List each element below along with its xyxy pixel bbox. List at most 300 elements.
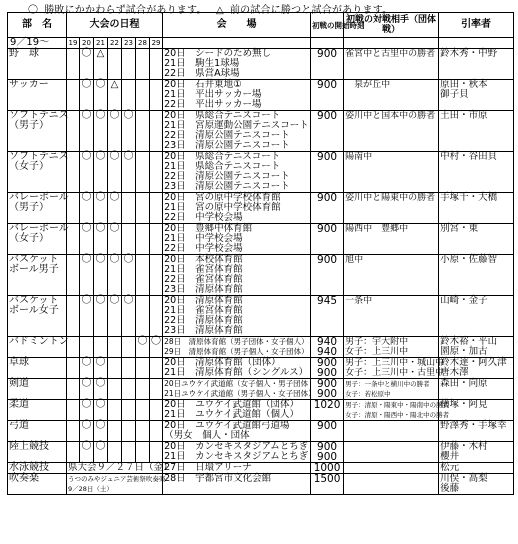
schedule-mark: [108, 337, 122, 358]
venue: [163, 421, 311, 442]
sport-name: [8, 152, 67, 193]
opponent-line: 女子：上三川中・古里中: [345, 368, 445, 378]
day-21: 21: [94, 38, 108, 49]
referee-line: 手塚千・大橋: [440, 192, 498, 203]
venue-line: 21日ユウケイ武道館（男子個人・女子団体）: [164, 389, 316, 398]
table-row: [8, 474, 514, 495]
venue-line: 21日 ユウケイ武道館（個人）: [164, 409, 299, 420]
schedule-note-text: 県大会９／２７日（金）: [68, 462, 173, 473]
referee: [439, 421, 514, 442]
schedule-mark: 〇: [108, 255, 122, 296]
schedule-mark: 〇: [108, 111, 122, 152]
table-row: [8, 296, 514, 337]
header-schedule: 大会の日程: [67, 13, 163, 38]
schedule-note: [67, 462, 173, 474]
schedule-mark: [136, 421, 150, 442]
sport-name: [8, 474, 67, 495]
venue: [163, 296, 311, 337]
opponent: [344, 442, 439, 463]
opponent-line: 姿川中と陽東中の勝者: [345, 193, 436, 203]
venue-line: 22日 平出サッカー場: [164, 99, 262, 110]
start-time: [311, 337, 344, 358]
sport-name-line: 陸上競技: [9, 441, 49, 452]
schedule-mark: 〇: [108, 224, 122, 255]
schedule-mark: [67, 400, 80, 421]
opponent-line: 泉が丘中: [345, 80, 391, 90]
triangle-symbol: △: [216, 5, 224, 16]
sport-name: [8, 224, 67, 255]
start-time-value: 900: [317, 378, 338, 390]
schedule-mark: [108, 442, 122, 463]
venue-line: 20日 カンセキスタジアムとちぎ: [164, 441, 309, 452]
venue: [163, 49, 311, 80]
sport-name-line: （女子）: [9, 161, 49, 172]
referee-line: 原田・秋本: [440, 79, 488, 90]
sport-name-line: バドミントン: [9, 336, 69, 347]
venue-line: 20日 県総合テニスコート: [164, 110, 281, 121]
schedule-mark: [136, 255, 150, 296]
start-time-value: 900: [317, 451, 338, 463]
schedule-mark: 〇: [122, 152, 136, 193]
day-22: 22: [108, 38, 122, 49]
start-time-value: 1000: [313, 462, 341, 474]
sport-name-line: ソフトテニス: [9, 110, 69, 121]
start-time-value: 900: [317, 254, 338, 266]
venue: [163, 80, 311, 111]
schedule-mark: [150, 442, 163, 463]
schedule-mark: [67, 296, 80, 337]
schedule-mark: [94, 337, 108, 358]
table-row: [8, 337, 514, 358]
schedule-mark: [67, 379, 80, 400]
schedule-mark: 〇: [150, 337, 163, 358]
sport-name-line: 水泳競技: [9, 462, 49, 473]
schedule-mark: [150, 421, 163, 442]
table-row: [8, 224, 514, 255]
referee: [439, 224, 514, 255]
referee-line: 野澤秀・手塚幸: [440, 420, 507, 431]
opponent: [344, 379, 439, 400]
sport-name-line: 柔道: [9, 399, 29, 410]
referee: [439, 193, 514, 224]
start-time-value: 900: [317, 441, 338, 453]
referee-line: 鈴木裕・平山: [440, 336, 498, 347]
sport-name-line: 吹奏楽: [9, 473, 39, 484]
venue-line: 22日 中学校会場: [164, 212, 243, 223]
start-time-value: 1500: [313, 473, 341, 485]
schedule-mark: 〇: [94, 400, 108, 421]
venue-line: 20日 石井東地①: [164, 79, 242, 90]
schedule-body: [8, 49, 514, 495]
opponent: [344, 296, 439, 337]
venue: [163, 400, 311, 421]
opponent: [344, 400, 450, 421]
referee: [439, 474, 514, 495]
schedule-mark: [67, 442, 80, 463]
venue: [163, 255, 311, 296]
schedule-mark: 〇: [136, 337, 150, 358]
referee-line: 櫻井: [440, 451, 460, 462]
venue: [163, 474, 311, 495]
schedule-mark: [67, 358, 80, 379]
table-row: [8, 421, 514, 442]
referee-line: 川俣・高梨: [440, 473, 488, 484]
table-row: [8, 400, 514, 421]
start-time-value: 940: [317, 336, 338, 348]
venue-line: 21日 雀宮体育館: [164, 305, 243, 316]
referee-line: 別宮・東: [440, 223, 479, 234]
start-time-value: 900: [317, 48, 338, 60]
venue-line: 20日 県総合テニスコート: [164, 151, 281, 162]
venue-line: 21日 駒生1球場: [164, 58, 240, 69]
schedule-mark: 〇: [94, 379, 108, 400]
schedule-mark: 〇: [122, 296, 136, 337]
start-time-value: 900: [317, 79, 338, 91]
schedule-mark: [122, 421, 136, 442]
schedule-table: [7, 12, 514, 495]
venue-line: 23日 清原公園テニスコート: [164, 140, 290, 151]
sport-name: [8, 463, 67, 474]
venue-line: 21日 カンセキスタジアムとちぎ: [164, 451, 309, 462]
opponent-line: 男子：一条中と横川中の勝者: [345, 380, 430, 388]
table-row: [8, 255, 514, 296]
sport-name: [8, 442, 67, 463]
referee: [439, 358, 514, 379]
referee-line: 唐木澤: [440, 367, 469, 378]
schedule-mark: [136, 111, 150, 152]
venue-line: 21日 中学校会場: [164, 233, 243, 244]
referee: [439, 463, 514, 474]
start-time-value: 1020: [313, 399, 341, 411]
venue-line: 23日 清原体育館: [164, 325, 243, 336]
start-time-value: 945: [317, 295, 338, 307]
schedule-mark: 〇: [94, 111, 108, 152]
referee-line: 土田・市原: [440, 110, 488, 121]
schedule-mark: [136, 224, 150, 255]
schedule-mark: [108, 49, 122, 80]
opponent-line: 女子：上三川中: [345, 347, 409, 357]
schedule-mark: [80, 337, 94, 358]
venue-line: 20日 シードのため無し: [164, 48, 272, 59]
venue-line: 23日 清原公園テニスコート: [164, 181, 290, 192]
venue-line: 22日 県営A球場: [164, 68, 240, 79]
venue-line: 22日 清原体育館: [164, 315, 243, 326]
venue-line: 21日 宮の原中学校体育館: [164, 202, 281, 213]
schedule-mark: 〇: [80, 358, 94, 379]
venue-line: 27日 日環アリーナ: [164, 462, 252, 473]
sport-name: [8, 193, 67, 224]
schedule-mark: 〇: [80, 80, 94, 111]
opponent: [344, 358, 445, 379]
schedule-mark: [136, 400, 150, 421]
table-row: [8, 379, 514, 400]
sport-name: [8, 337, 67, 358]
venue-line: 20日ユウケイ武道館（女子個人・男子団体: [164, 379, 309, 388]
schedule-mark: [122, 193, 136, 224]
opponent-line: 一条中: [345, 296, 373, 306]
venue: [163, 379, 316, 400]
referee-line: 伊藤・木村: [440, 441, 488, 452]
opponent: [344, 337, 439, 358]
schedule-mark: 〇: [80, 442, 94, 463]
sport-name-line: （男子）: [9, 120, 49, 131]
day-20: 20: [80, 38, 94, 49]
start-time-value: 900: [317, 420, 338, 432]
schedule-mark: 〇: [80, 421, 94, 442]
start-time: [311, 474, 344, 495]
referee-line: 鈴木達・阿久津: [440, 357, 507, 368]
sport-name-line: ボール女子: [9, 305, 59, 316]
table-row: [8, 111, 514, 152]
schedule-mark: 〇: [80, 152, 94, 193]
sport-name-line: ソフトテニス: [9, 151, 69, 162]
venue-line: 23日 清原体育館: [164, 284, 243, 295]
venue-line: 20日 清原体育館: [164, 295, 243, 306]
venue-line: 21日 清原体育館（シングルス）: [164, 367, 309, 378]
header-venue: 会 場: [163, 13, 311, 38]
venue-line: 20日 清原体育館（団体）: [164, 357, 281, 368]
table-row: [8, 49, 514, 80]
schedule-mark: 〇: [108, 296, 122, 337]
schedule-mark: [136, 379, 150, 400]
sport-name-line: （男子）: [9, 202, 49, 213]
start-time-value: 900: [317, 151, 338, 163]
schedule-mark: [136, 80, 150, 111]
start-time: [311, 400, 344, 421]
opponent-line: 姿川中と国本中の勝者: [345, 111, 436, 121]
sport-name-line: サッカー: [9, 79, 49, 90]
sport-name-line: ボール男子: [9, 264, 59, 275]
start-time: [311, 80, 344, 111]
sport-name: [8, 400, 67, 421]
referee-line: 御子貝: [440, 89, 469, 100]
opponent-line: 陽西中 豊郷中: [345, 224, 409, 234]
opponent: [344, 255, 439, 296]
sport-name-line: バレーボール: [9, 192, 69, 203]
venue-line: 22日 中学校会場: [164, 243, 243, 254]
sport-name-line: 野 球: [9, 48, 39, 59]
schedule-mark: 〇: [80, 111, 94, 152]
start-time-value: 900: [317, 110, 338, 122]
opponent: [344, 474, 439, 495]
schedule-mark: [150, 111, 163, 152]
venue-line: 22日 清原公園テニスコート: [164, 130, 290, 141]
referee-line: 横塚・阿見: [440, 399, 488, 410]
venue: [163, 463, 311, 474]
circle-symbol: 〇: [28, 5, 39, 16]
referee: [439, 49, 514, 80]
sport-name: [8, 296, 67, 337]
schedule-mark: 〇: [94, 296, 108, 337]
venue: [163, 152, 311, 193]
venue-line: 21日 宮原運動公園テニスコート: [164, 120, 309, 131]
sport-name-line: 剣道: [9, 378, 29, 389]
start-time-value: 900: [317, 223, 338, 235]
opponent-line: 男子：上三川中・城山中: [345, 358, 445, 368]
venue-line: 28日 宇都宮市文化会館: [164, 473, 272, 484]
table-row: [8, 463, 514, 474]
schedule-mark: 〇: [80, 255, 94, 296]
schedule-note-text: うつのみやジュニア芸術祭吹奏楽: [68, 475, 166, 483]
opponent-line: 男子：清原・陽東中・陽南中の勝者: [345, 401, 450, 409]
sport-name: [8, 421, 67, 442]
schedule-mark: [136, 442, 150, 463]
schedule-mark: 〇: [94, 255, 108, 296]
venue-line: 21日 平出サッカー場: [164, 89, 262, 100]
referee: [439, 337, 514, 358]
schedule-mark: [122, 358, 136, 379]
header-sport: 部 名: [8, 13, 67, 38]
sport-name: [8, 111, 67, 152]
triangle-legend-text: 前の試合に勝つと試合があります。: [229, 5, 393, 16]
schedule-mark: [122, 49, 136, 80]
schedule-mark: [150, 152, 163, 193]
venue: [163, 224, 311, 255]
day-23: 23: [122, 38, 136, 49]
venue-line: 20日 宮の原中学校体育館: [164, 192, 281, 203]
start-time-value: 900: [317, 388, 338, 400]
venue-line: 20日 ユウケイ武道館弓道場: [164, 420, 290, 431]
referee-line: 小原・佐藤智: [440, 254, 498, 265]
schedule-mark: [122, 442, 136, 463]
sport-name: [8, 255, 67, 296]
opponent: [344, 152, 439, 193]
sport-name-line: 弓道: [9, 420, 29, 431]
schedule-mark: [122, 337, 136, 358]
opponent-line: 男子：宇大附中: [345, 337, 409, 347]
opponent: [344, 224, 439, 255]
referee: [439, 80, 514, 111]
schedule-mark: 〇: [94, 421, 108, 442]
opponent-line: 雀宮中と古里中の勝者: [345, 49, 436, 59]
header-row: [8, 13, 514, 38]
opponent-line: 女子：清原・陽西中・陽北中の勝者: [345, 411, 450, 419]
referee: [439, 111, 514, 152]
schedule-mark: [122, 224, 136, 255]
start-time-value: 900: [317, 357, 338, 369]
venue: [163, 193, 311, 224]
header-opponent: 初戦の対戦相手（団体戦）: [344, 13, 439, 38]
start-time: [311, 421, 344, 442]
schedule-note-date: 9／28日（土）: [68, 485, 113, 493]
schedule-mark: [136, 296, 150, 337]
venue-line: 20日 豊郷中体育館: [164, 223, 253, 234]
day-29: 29: [150, 38, 163, 49]
schedule-mark: [150, 255, 163, 296]
schedule-mark: 〇: [108, 193, 122, 224]
schedule-mark: [67, 80, 80, 111]
schedule-mark: [122, 80, 136, 111]
venue-line: 21日 雀宮体育館: [164, 264, 243, 275]
referee: [439, 255, 514, 296]
schedule-mark: [150, 49, 163, 80]
schedule-mark: [67, 49, 80, 80]
schedule-mark: [67, 255, 80, 296]
schedule-mark: [150, 80, 163, 111]
schedule-mark: 〇: [108, 152, 122, 193]
sport-name: [8, 80, 67, 111]
schedule-mark: [108, 379, 122, 400]
schedule-mark: 〇: [80, 224, 94, 255]
schedule-mark: [122, 400, 136, 421]
start-time: [311, 442, 344, 463]
opponent: [344, 111, 439, 152]
header-start-time: 初戦の開始時刻: [311, 13, 344, 38]
start-time: [311, 463, 344, 474]
schedule-mark: 〇: [94, 193, 108, 224]
sport-name-line: バスケット: [9, 254, 59, 265]
venue-line: 22日 清原公園テニスコート: [164, 171, 290, 182]
sport-name-line: バスケット: [9, 295, 59, 306]
schedule-mark: 〇: [122, 111, 136, 152]
start-time: [311, 358, 344, 379]
schedule-mark: [136, 49, 150, 80]
schedule-mark: [150, 358, 163, 379]
schedule-mark: [136, 152, 150, 193]
schedule-mark: 〇: [94, 224, 108, 255]
schedule-mark: [150, 379, 163, 400]
schedule-mark: 〇: [94, 442, 108, 463]
referee-line: 園原・加古: [440, 346, 488, 357]
opponent: [344, 421, 439, 442]
schedule-mark: △: [108, 80, 122, 111]
schedule-mark: 〇: [122, 255, 136, 296]
sport-name-line: 卓球: [9, 357, 29, 368]
referee-line: 鈴木秀・中野: [440, 48, 498, 59]
table-row: [8, 193, 514, 224]
schedule-mark: △: [94, 49, 108, 80]
opponent: [344, 463, 439, 474]
schedule-mark: [150, 400, 163, 421]
start-time: [311, 224, 344, 255]
circle-legend-text: 勝敗にかかわらず試合があります。: [44, 5, 207, 16]
schedule-mark: [108, 421, 122, 442]
opponent: [344, 80, 439, 111]
venue-line: （男女 個人・団体: [164, 430, 250, 441]
opponent: [344, 49, 439, 80]
schedule-mark: [136, 193, 150, 224]
referee: [439, 442, 514, 463]
start-time: [311, 193, 344, 224]
opponent: [344, 193, 439, 224]
referee: [439, 152, 514, 193]
start-time-value: 940: [317, 346, 338, 358]
table-row: [8, 152, 514, 193]
sport-name: [8, 49, 67, 80]
start-time-value: 900: [317, 367, 338, 379]
start-time-value: 900: [317, 192, 338, 204]
opponent-line: 旭中: [345, 255, 364, 265]
start-time: [311, 152, 344, 193]
venue-line: 28日 清原体育館（男子団体・女子個人）: [164, 337, 309, 346]
schedule-mark: 〇: [80, 193, 94, 224]
venue: [163, 111, 311, 152]
venue-line: 20日 本校体育館: [164, 254, 243, 265]
day-19: 19: [67, 38, 80, 49]
table-row: [8, 358, 514, 379]
schedule-mark: [150, 193, 163, 224]
schedule-mark: [150, 224, 163, 255]
sport-name-line: バレーボール: [9, 223, 69, 234]
sport-name: [8, 358, 67, 379]
venue: [163, 337, 311, 358]
date-row: [8, 38, 514, 49]
start-time: [311, 296, 344, 337]
schedule-mark: 〇: [94, 80, 108, 111]
venue: [163, 442, 311, 463]
start-time: [311, 111, 344, 152]
sport-name: [8, 379, 67, 400]
